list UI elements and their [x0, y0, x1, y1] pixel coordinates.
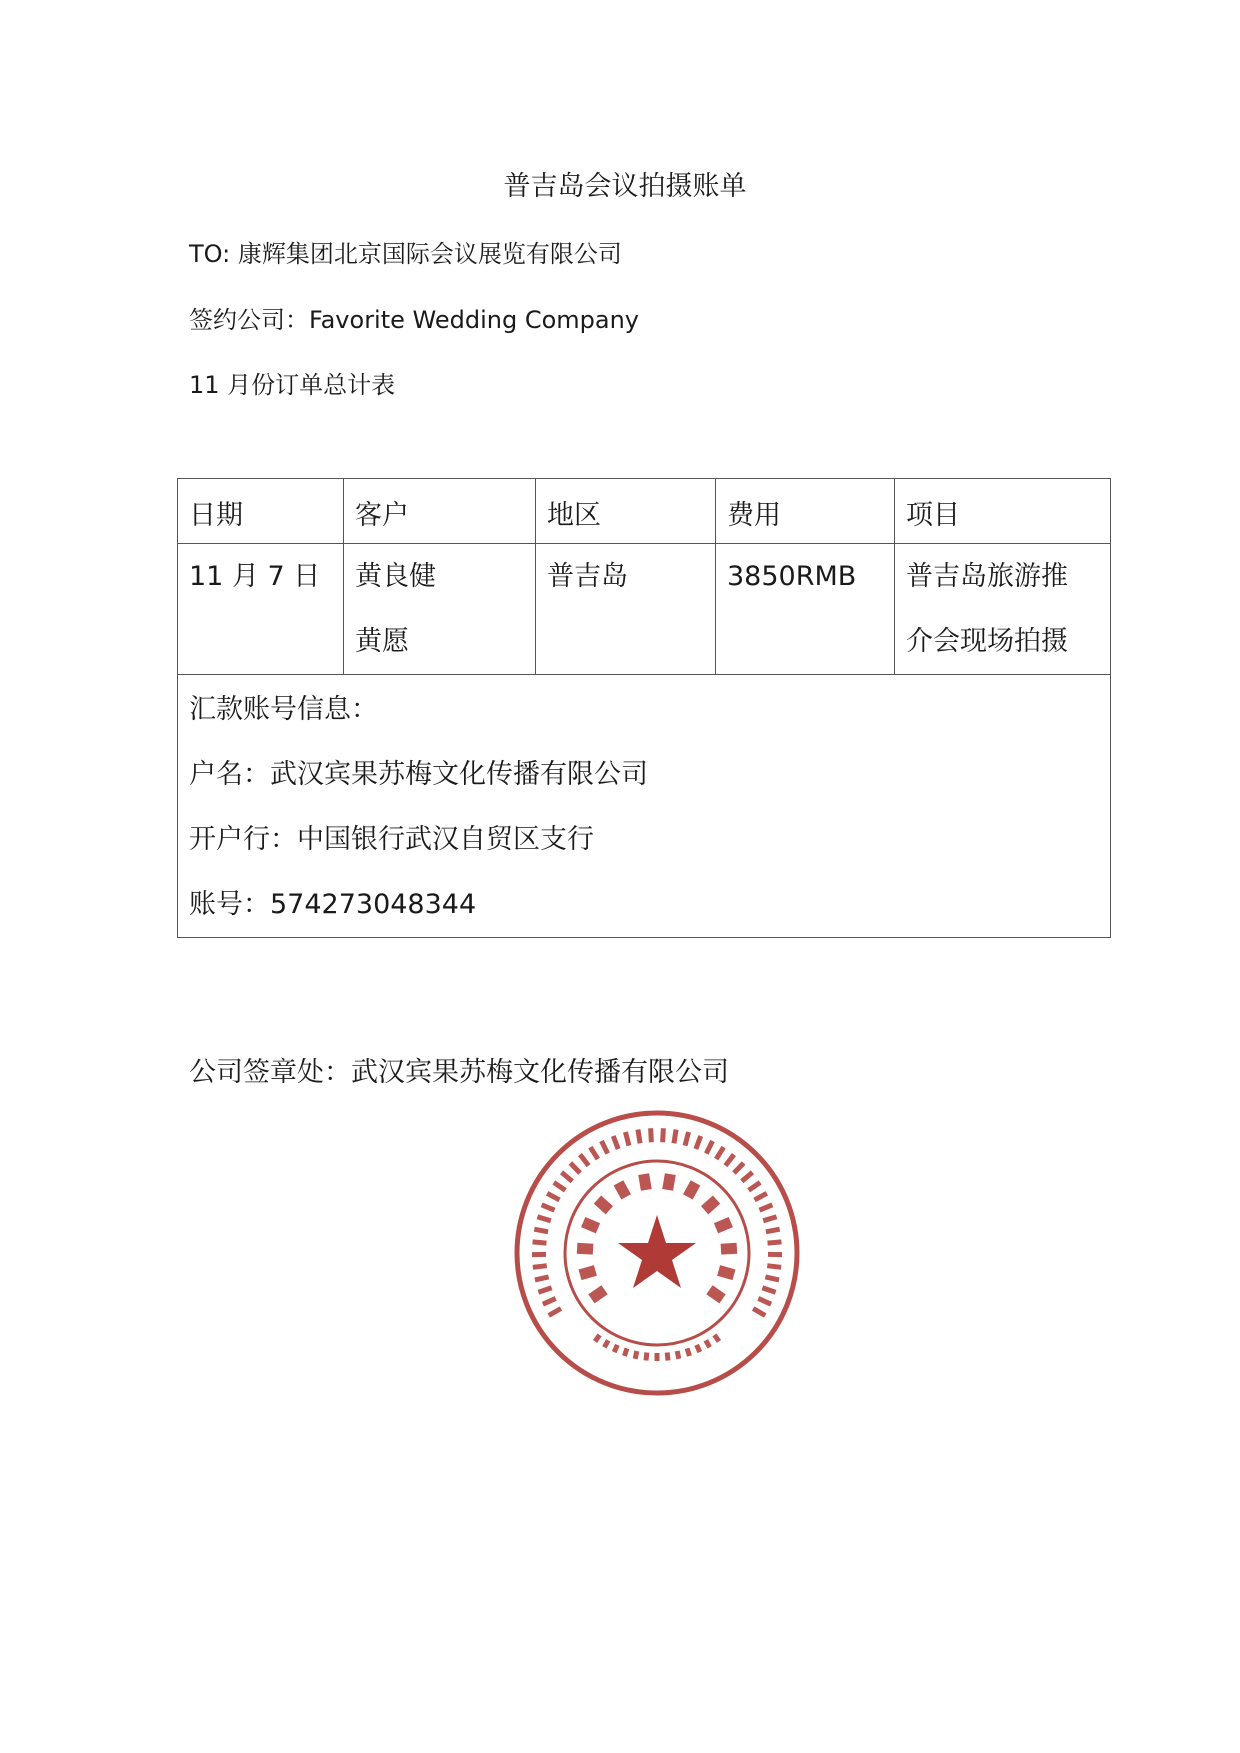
- seal-glyph-mark: [704, 1140, 715, 1155]
- project-line: 普吉岛旅游推: [906, 561, 1068, 592]
- header-region: 地区: [536, 479, 716, 544]
- page-title: 普吉岛会议拍摄账单: [503, 171, 747, 202]
- seal-glyph-mark: [660, 1128, 666, 1142]
- seal-glyph-mark: [538, 1285, 553, 1294]
- seal-glyph-mark: [638, 1173, 652, 1191]
- cell-region: 普吉岛: [536, 544, 716, 675]
- seal-glyph-mark: [662, 1173, 676, 1191]
- seal-glyph-mark: [768, 1252, 782, 1257]
- account-name: 户名：武汉宾果苏梅文化传播有限公司: [189, 759, 648, 790]
- seal-glyph-mark: [635, 1129, 642, 1144]
- seal-glyph-mark: [765, 1274, 780, 1282]
- table-row: [178, 544, 1111, 675]
- seal-glyph-mark: [602, 1339, 610, 1348]
- seal-glyph-mark: [757, 1296, 772, 1306]
- remittance-info-row: [178, 675, 1111, 938]
- remit-heading: 汇款账号信息：: [189, 694, 378, 725]
- seal-glyph-mark: [752, 1306, 767, 1317]
- seal-glyph-mark: [712, 1333, 721, 1342]
- contract-company: 签约公司：Favorite Wedding Company: [189, 306, 640, 334]
- summary-heading: 11 月份订单总计表: [189, 371, 396, 399]
- seal-glyph-mark: [648, 1128, 654, 1142]
- seal-glyph-mark: [732, 1161, 745, 1175]
- cell-fee: 3850RMB: [716, 544, 895, 675]
- account-number: 账号：574273048344: [189, 889, 477, 920]
- cell-clients: [344, 544, 536, 675]
- seal-glyph-mark: [753, 1191, 768, 1202]
- seal-glyph-mark: [740, 1170, 754, 1183]
- seal-glyph-mark: [577, 1243, 594, 1255]
- seal-glyph-mark: [714, 1217, 733, 1233]
- seal-glyph-mark: [581, 1217, 600, 1233]
- seal-glyph-mark: [694, 1135, 704, 1150]
- seal-glyph-mark: [578, 1153, 591, 1167]
- seal-glyph-mark: [758, 1202, 773, 1212]
- seal-glyph-mark: [767, 1239, 781, 1245]
- header-project: 项目: [895, 479, 1111, 544]
- star-icon: [618, 1215, 696, 1288]
- company-seal: [509, 1105, 805, 1401]
- seal-glyph-mark: [644, 1352, 650, 1360]
- table-header-row: [178, 479, 1111, 544]
- seal-glyph-mark: [546, 1191, 561, 1202]
- seal-glyph-mark: [533, 1263, 547, 1270]
- seal-glyph-mark: [721, 1243, 738, 1255]
- seal-glyph-mark: [767, 1263, 781, 1270]
- seal-glyph-mark: [622, 1348, 629, 1357]
- seal-glyph-mark: [671, 1129, 678, 1144]
- seal-glyph-mark: [614, 1180, 631, 1199]
- seal-glyph-mark: [623, 1131, 631, 1146]
- seal-glyph-mark: [537, 1214, 552, 1223]
- seal-glyph-mark: [717, 1265, 735, 1280]
- seal-glyph-mark: [762, 1214, 777, 1223]
- seal-glyph-mark: [560, 1170, 574, 1183]
- remittance-info: [178, 675, 1111, 938]
- seal-glyph-mark: [747, 1180, 761, 1192]
- seal-glyph-mark: [706, 1285, 725, 1303]
- recipient: TO: 康辉集团北京国际会议展览有限公司: [189, 240, 622, 268]
- header-date: 日期: [178, 479, 344, 544]
- project-line: 介会现场拍摄: [906, 626, 1068, 657]
- seal-glyph-mark: [593, 1333, 602, 1342]
- seal-glyph-mark: [665, 1352, 671, 1360]
- seal-glyph-mark: [701, 1195, 720, 1214]
- seal-glyph-mark: [683, 1131, 691, 1146]
- seal-glyph-mark: [599, 1140, 610, 1155]
- seal-glyph-mark: [534, 1227, 549, 1235]
- seal-glyph-mark: [675, 1350, 682, 1359]
- order-table: [177, 478, 1111, 938]
- seal-glyph-mark: [694, 1344, 702, 1353]
- seal-glyph-mark: [552, 1180, 566, 1192]
- cell-date: 11 月 7 日: [178, 544, 344, 675]
- seal-glyph-mark: [541, 1202, 556, 1212]
- seal-glyph-mark: [704, 1339, 712, 1348]
- header-fee: 费用: [716, 479, 895, 544]
- seal-glyph-mark: [532, 1239, 546, 1245]
- seal-glyph-mark: [579, 1265, 597, 1280]
- seal-glyph-mark: [542, 1296, 557, 1306]
- bank-name: 开户行：中国银行武汉自贸区支行: [189, 824, 594, 855]
- seal-glyph-mark: [594, 1195, 613, 1214]
- cell-project: [895, 544, 1111, 675]
- seal-glyph-mark: [714, 1146, 726, 1161]
- seal-glyph-mark: [612, 1344, 620, 1353]
- seal-glyph-mark: [685, 1348, 692, 1357]
- seal-glyph-mark: [723, 1153, 736, 1167]
- seal-glyph-mark: [534, 1274, 549, 1282]
- seal-glyph-mark: [655, 1353, 660, 1361]
- header-client: 客户: [344, 479, 536, 544]
- seal-glyph-mark: [547, 1306, 562, 1317]
- seal-glyph-mark: [588, 1146, 600, 1161]
- client-name: 黄愿: [355, 626, 409, 657]
- seal-glyph-mark: [683, 1180, 700, 1199]
- seal-glyph-mark: [765, 1227, 780, 1235]
- seal-glyph-mark: [532, 1252, 546, 1257]
- seal-glyph-mark: [611, 1135, 621, 1150]
- seal-glyph-mark: [569, 1161, 582, 1175]
- seal-glyph-mark: [762, 1285, 777, 1294]
- seal-glyph-mark: [588, 1285, 607, 1303]
- signature-line: 公司签章处：武汉宾果苏梅文化传播有限公司: [189, 1057, 729, 1088]
- client-name: 黄良健: [355, 561, 436, 592]
- seal-glyph-mark: [633, 1350, 640, 1359]
